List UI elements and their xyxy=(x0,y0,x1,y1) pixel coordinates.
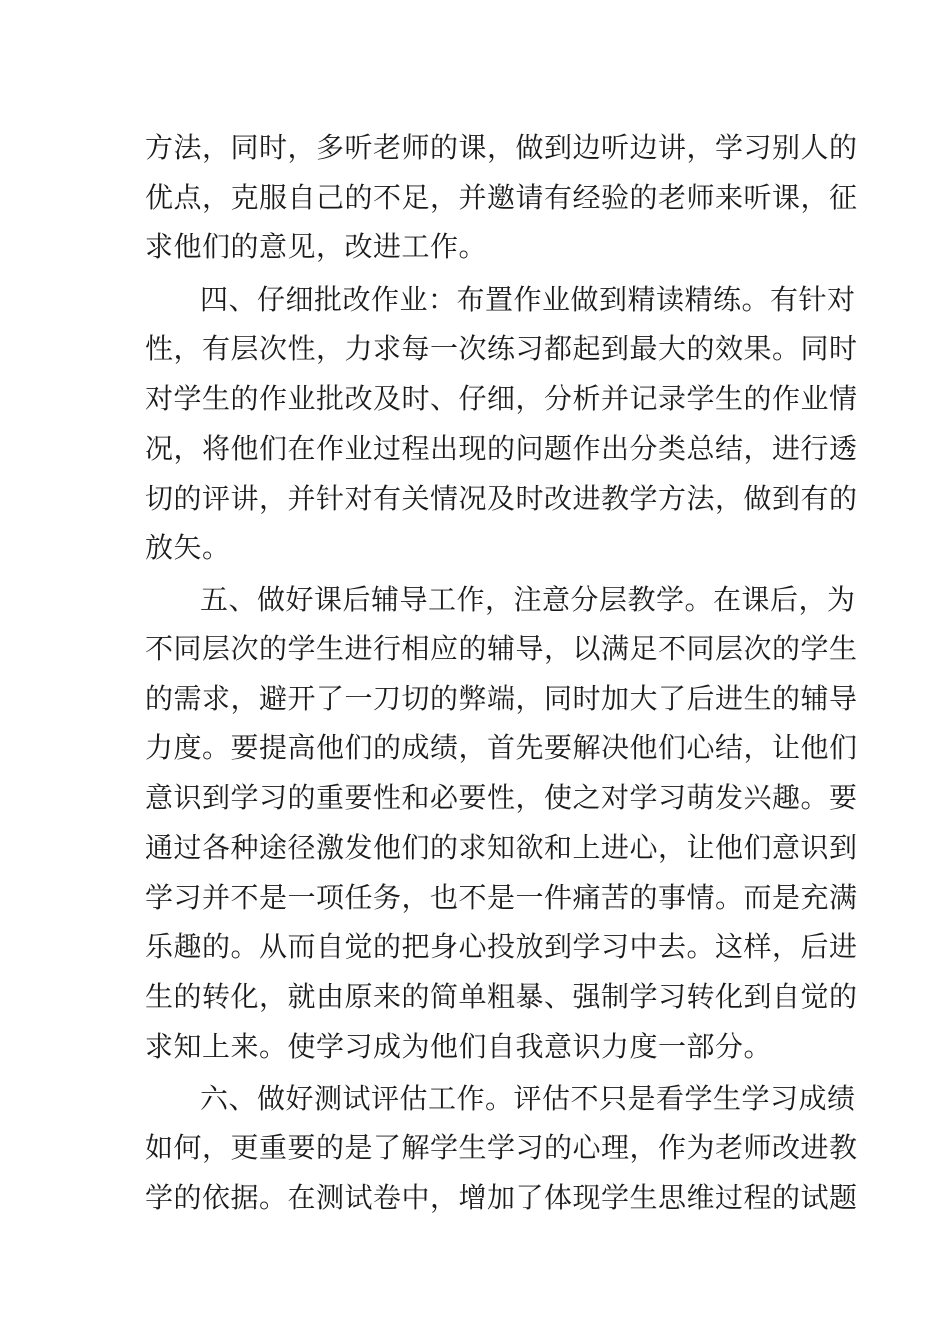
text-line: 性，有层次性，力求每一次练习都起到最大的效果。同时 xyxy=(145,332,858,365)
paragraph-start-line: 五、做好课后辅导工作，注意分层教学。在课后，为 xyxy=(200,583,856,616)
text-line: 意识到学习的重要性和必要性，使之对学习萌发兴趣。要 xyxy=(145,781,858,814)
text-line: 不同层次的学生进行相应的辅导，以满足不同层次的学生 xyxy=(145,632,858,665)
text-line: 的需求，避开了一刀切的弊端，同时加大了后进生的辅导 xyxy=(145,682,858,715)
text-line: 优点，克服自己的不足，并邀请有经验的老师来听课，征 xyxy=(145,181,858,214)
text-line: 方法，同时，多听老师的课，做到边听边讲，学习别人的 xyxy=(145,131,858,164)
text-line: 通过各种途径激发他们的求知欲和上进心，让他们意识到 xyxy=(145,831,858,864)
text-line: 求他们的意见，改进工作。 xyxy=(145,230,488,263)
text-line: 放矢。 xyxy=(145,531,231,564)
text-line: 力度。要提高他们的成绩，首先要解决他们心结，让他们 xyxy=(145,731,858,764)
text-line: 况，将他们在作业过程出现的问题作出分类总结，进行透 xyxy=(145,432,858,465)
text-line: 求知上来。使学习成为他们自我意识力度一部分。 xyxy=(145,1030,773,1063)
text-line: 生的转化，就由原来的简单粗暴、强制学习转化到自觉的 xyxy=(145,980,858,1013)
text-line: 学习并不是一项任务，也不是一件痛苦的事情。而是充满 xyxy=(145,881,858,914)
text-line: 对学生的作业批改及时、仔细，分析并记录学生的作业情 xyxy=(145,382,858,415)
text-line: 如何，更重要的是了解学生学习的心理，作为老师改进教 xyxy=(145,1131,858,1164)
text-line: 乐趣的。从而自觉的把身心投放到学习中去。这样，后进 xyxy=(145,930,858,963)
text-line: 切的评讲，并针对有关情况及时改进教学方法，做到有的 xyxy=(145,482,858,515)
paragraph-start-line: 六、做好测试评估工作。评估不只是看学生学习成绩 xyxy=(200,1082,856,1115)
text-line: 学的依据。在测试卷中，增加了体现学生思维过程的试题 xyxy=(145,1181,858,1214)
paragraph-start-line: 四、仔细批改作业：布置作业做到精读精练。有针对 xyxy=(200,283,856,316)
